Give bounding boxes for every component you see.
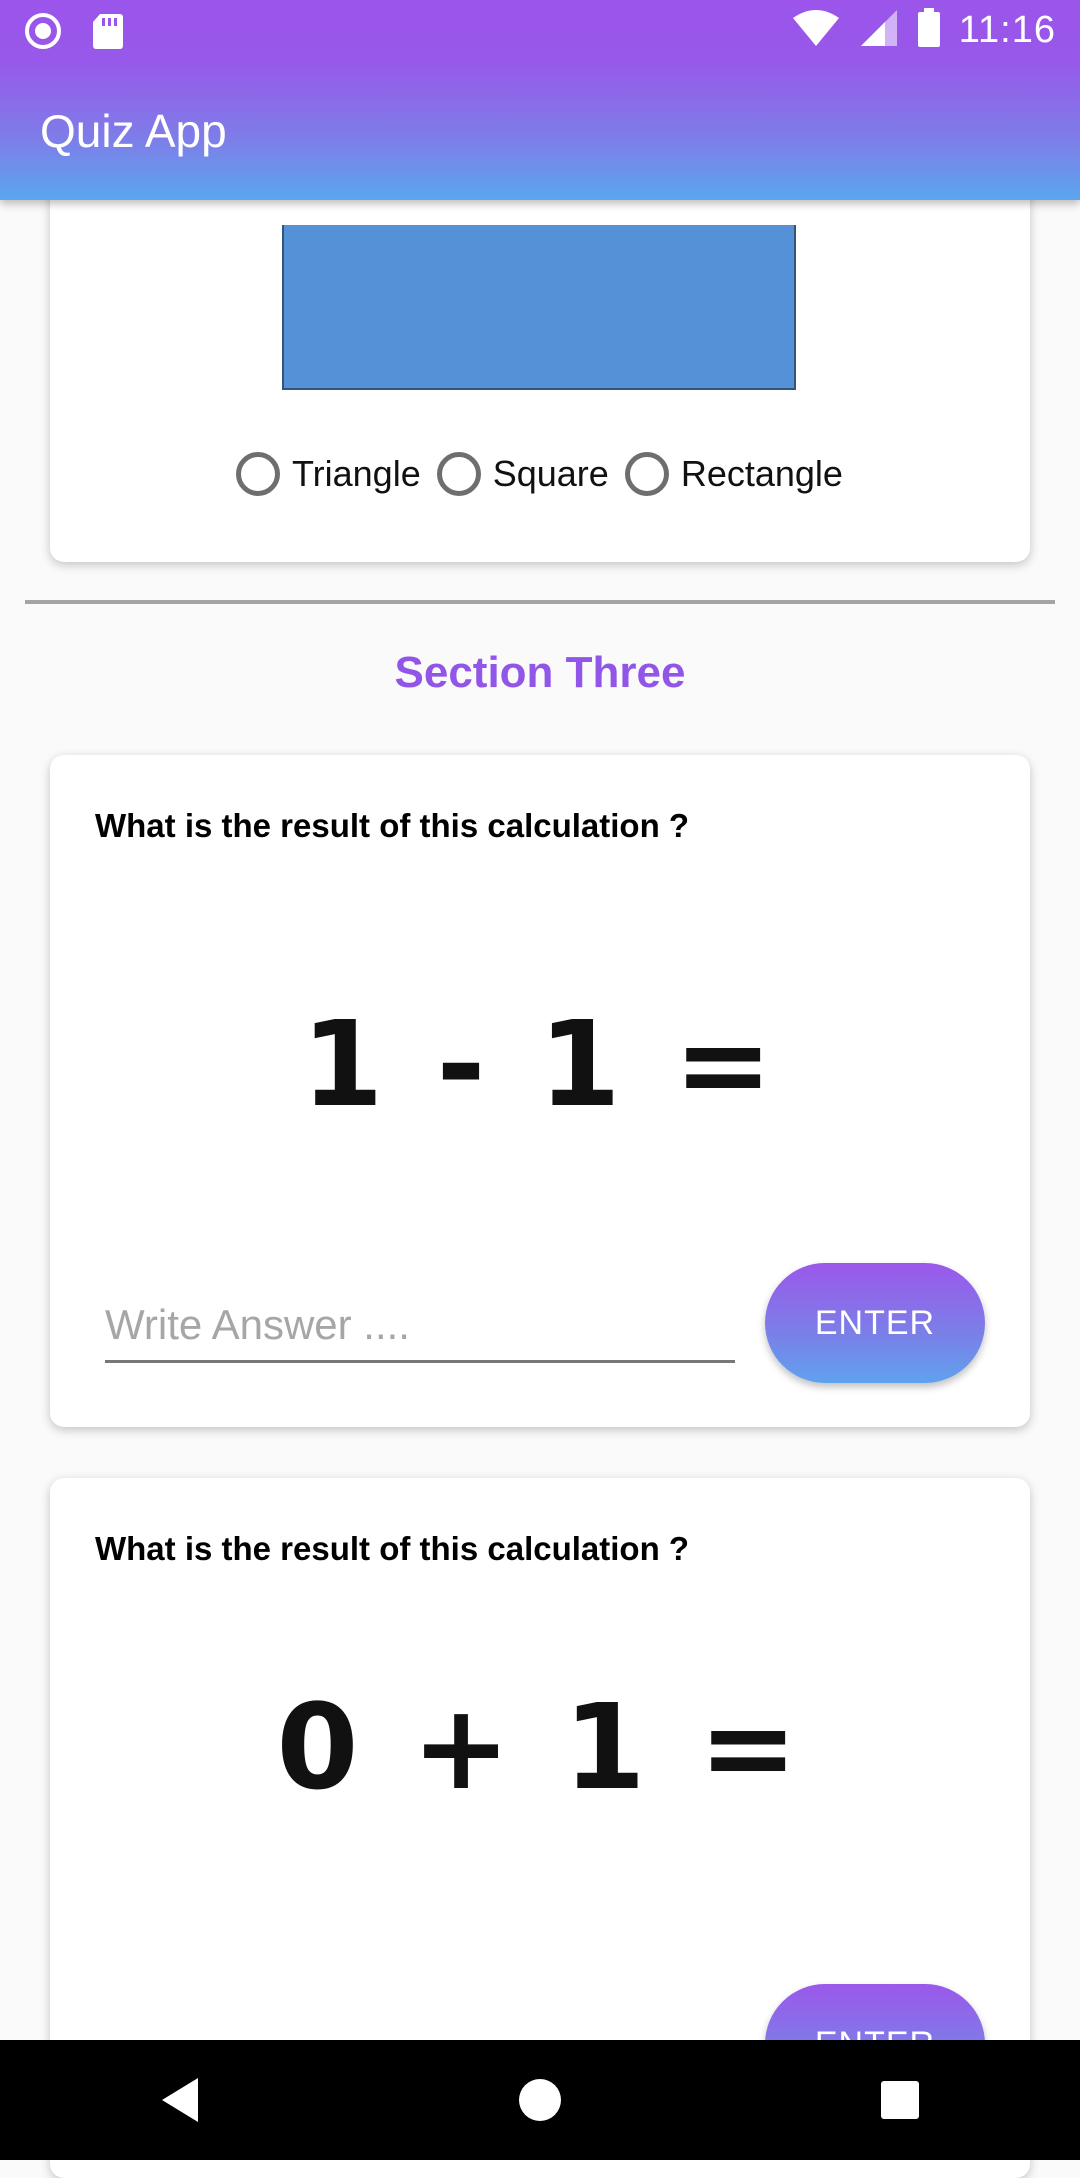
wifi-icon — [791, 8, 841, 53]
answer-input[interactable] — [105, 1290, 735, 1363]
section-divider — [25, 600, 1055, 604]
equation-image: 0 + 1 = — [276, 1678, 804, 1816]
app-title: Quiz App — [40, 105, 227, 157]
option-rectangle[interactable] — [625, 452, 843, 496]
status-time: 11:16 — [958, 9, 1056, 51]
radio-circle-icon[interactable] — [625, 452, 669, 496]
option-triangle[interactable] — [236, 452, 421, 496]
recents-icon — [880, 2080, 920, 2120]
shape-question-card — [50, 170, 1030, 562]
status-bar — [0, 0, 1080, 63]
record-icon — [24, 12, 62, 55]
calculation-card-1 — [50, 755, 1030, 1427]
sd-card-icon — [92, 12, 124, 55]
option-label: Rectangle — [680, 453, 843, 494]
shape-options — [236, 452, 859, 496]
question-prompt: What is the result of this calculation ? — [95, 807, 690, 844]
scroll-content[interactable] — [0, 200, 1080, 2012]
back-icon — [158, 2076, 202, 2124]
option-label: Square — [492, 453, 609, 494]
question-prompt: What is the result of this calculation ? — [95, 1530, 690, 1567]
option-label: Triangle — [292, 453, 421, 494]
battery-icon — [917, 8, 941, 53]
recents-button[interactable] — [840, 2050, 960, 2150]
radio-circle-icon[interactable] — [236, 452, 280, 496]
enter-button[interactable]: ENTER — [765, 1263, 985, 1383]
top-app-header — [0, 0, 1080, 200]
rectangle-shape-image — [282, 225, 796, 390]
navigation-bar — [0, 2040, 1080, 2160]
home-icon — [518, 2078, 562, 2122]
back-button[interactable] — [120, 2050, 240, 2150]
signal-icon — [859, 8, 899, 53]
home-button[interactable] — [480, 2050, 600, 2150]
equation-image: 1 - 1 = — [301, 995, 779, 1133]
radio-circle-icon[interactable] — [437, 452, 481, 496]
option-square[interactable] — [437, 452, 609, 496]
section-title: Section Three — [394, 648, 686, 697]
